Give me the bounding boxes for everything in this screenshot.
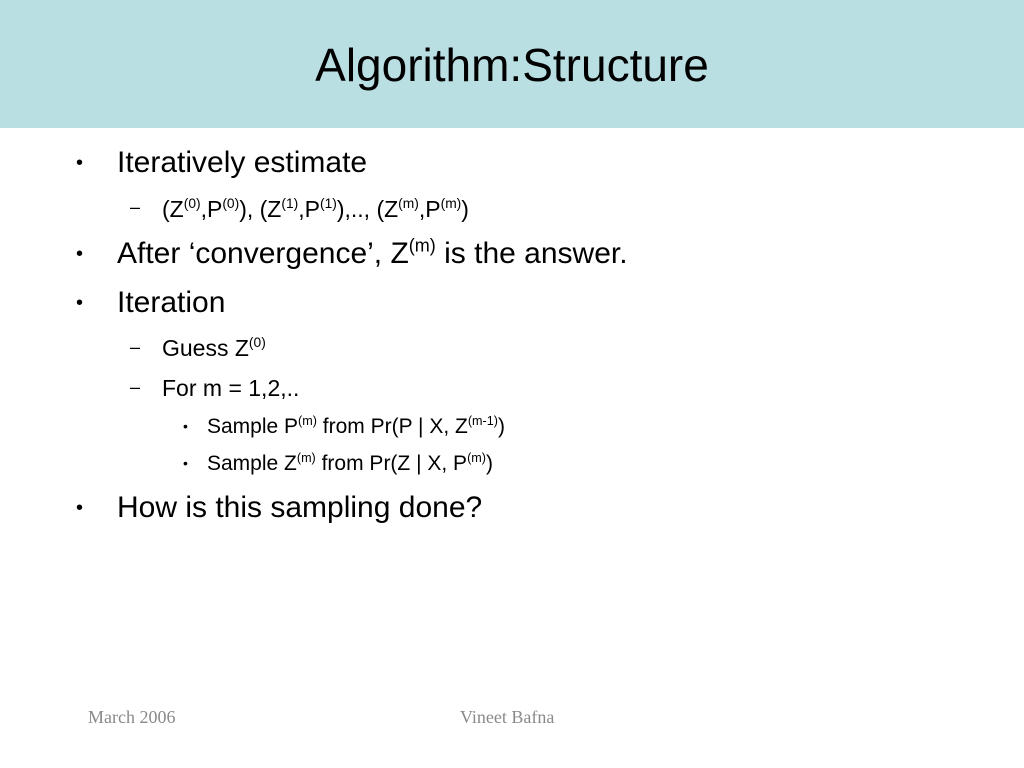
bullet-marker: • <box>183 418 188 434</box>
bullet-marker: • <box>76 292 84 314</box>
sub-bullet-guess: Guess $Z^{(0)}$ <box>162 335 266 361</box>
bullet-iteration: Iteration <box>117 286 226 319</box>
slide-title: Algorithm:Structure <box>315 39 709 91</box>
bullet-sampling-question: How is this sampling done? <box>117 491 483 524</box>
bullet-marker: • <box>76 152 84 174</box>
sub-bullet-estimate-sequence: $(Z^{(0)},P^{(0)})$, $(Z^{(1)},P^{(1)})$,.., $(Z^{(m)},P^{(m)})$ <box>162 196 469 222</box>
bullet-marker: • <box>183 455 188 471</box>
sub-sub-bullet-sample-p: Sample $P^{(m)}$ from Pr(P | X, $Z^{(m-1)}$) <box>207 413 505 438</box>
bullet-marker: • <box>76 497 84 519</box>
bullet-marker: • <box>76 243 84 265</box>
sub-bullet-for-loop: For m = 1,2,.. <box>162 375 300 401</box>
dash-marker: – <box>130 337 141 357</box>
dash-marker: – <box>130 197 141 217</box>
dash-marker: – <box>130 377 141 397</box>
sub-sub-bullet-sample-z: Sample $Z^{(m)}$ from Pr(Z | X, $P^{(m)}$) <box>207 450 493 475</box>
bullet-after-convergence: After ‘convergence’, $Z^{(m)}$ is the answer. <box>117 235 628 270</box>
footer-date: March 2006 <box>88 707 176 727</box>
footer-author: Vineet Bafna <box>460 707 555 727</box>
bullet-iteratively-estimate: Iteratively estimate <box>117 146 368 179</box>
